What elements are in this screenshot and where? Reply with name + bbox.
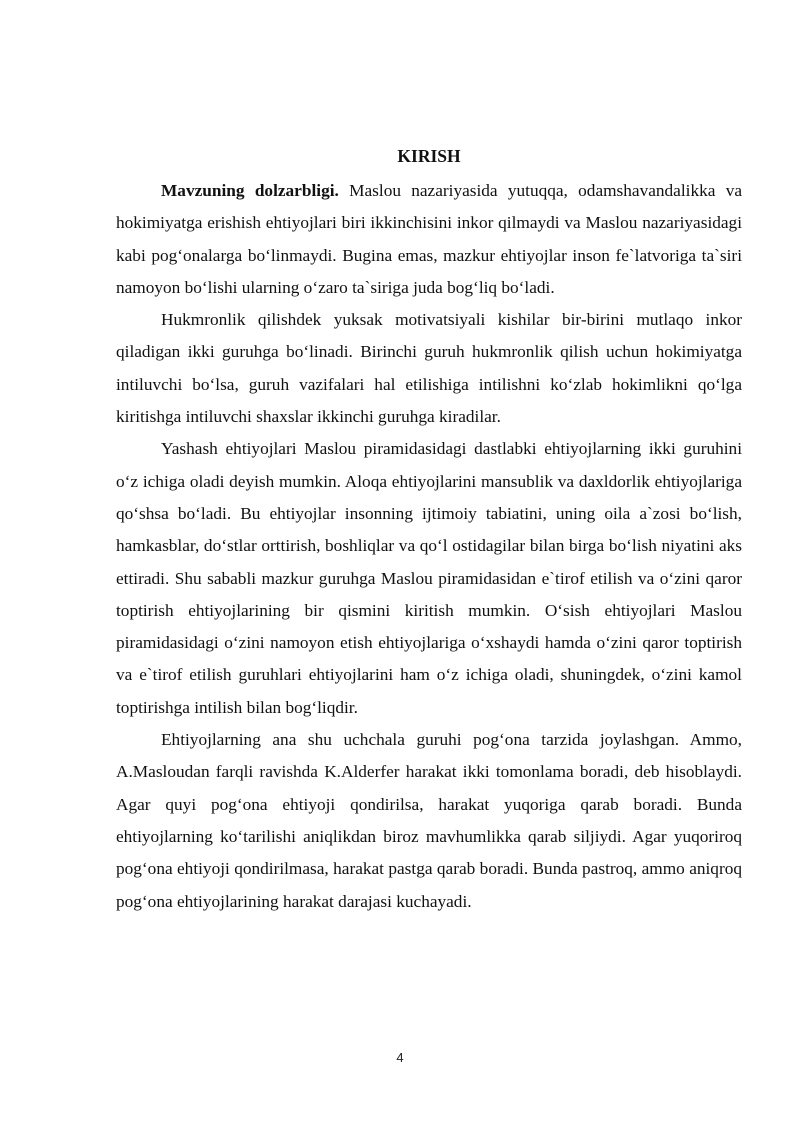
paragraph-text: Maslou nazariyasida yutuqqa, odamshavandalikka va hokimiyatga erishish ehtiyojlari biri ikkinchisini inkor qilmaydi va Maslou nazariyasidagi kabi pog‘onalarga bo‘linmaydi. Bugina emas, mazkur ehtiyojlar inson fe`latvoriga ta`siri namoyon bo‘lishi ularning o‘zaro ta`siriga juda bog‘liq bo‘ladi. [116,181,743,297]
paragraph-relevance [116,175,742,304]
document-page [116,146,742,918]
paragraph-existence-needs: Yashash ehtiyojlari Maslou piramidasidagi dastlabki ehtiyojlarning ikki guruhini o‘z ichiga oladi deyish mumkin. Aloqa ehtiyojlarini mansublik va daxldorlik ehtiyojlariga qo‘shsa bo‘ladi. Bu ehtiyojlar insonning ijtimoiy tabiatini, uning oila a`zosi bo‘lish, hamkasblar, do‘stlar orttirish, boshliqlar va qo‘l ostidagilar bilan birga bo‘lish niyatini aks ettiradi. Shu sababli mazkur guruhga Maslou piramidasidan e`tirof etilish va o‘zini qaror toptirish ehtiyojlarining bir qismini kiritish mumkin. O‘sish ehtiyojlari Maslou piramidasidagi o‘zini namoyon etish ehtiyojlariga o‘xshaydi hamda o‘zini qaror toptirish va e`tirof etilish guruhlari ehtiyojlarini ham o‘z ichiga oladi, shuningdek, o‘zini kamol toptirishga intilish bilan bog‘liqdir. [116,439,742,717]
paragraph-hierarchy: Ehtiyojlarning ana shu uchchala guruhi pog‘ona tarzida joylashgan. Ammo, A.Masloudan farqli ravishda K.Alderfer harakat ikki tomonlama boradi, deb hisoblaydi. Agar quyi pog‘ona ehtiyoji qondirilsa, harakat yuqoriga qarab boradi. Bunda ehtiyojlarning ko‘tarilishi aniqlikdan biroz mavhumlikka qarab siljiydi. Agar yuqoriroq pog‘ona ehtiyoji qondirilmasa, harakat pastga qarab boradi. Bunda pastroq, ammo aniqroq pog‘ona ehtiyojlarining harakat darajasi kuchayadi. [116,730,742,911]
page-number: 4 [396,1050,404,1065]
paragraph-lead: Mavzuning dolzarbligi. [161,181,339,200]
section-title: KIRISH [397,146,461,166]
paragraph-dominance: Hukmronlik qilishdek yuksak motivatsiyali kishilar bir-birini mutlaqo inkor qiladigan ikki guruhga bo‘linadi. Birinchi guruh hukmronlik qilish uchun hokimiyatga intiluvchi bo‘lsa, guruh vazifalari hal etilishiga intilishni ko‘zlab hokimlikni qo‘lga kiritishga intiluvchi shaxslar ikkinchi guruhga kiradilar. [116,310,742,427]
